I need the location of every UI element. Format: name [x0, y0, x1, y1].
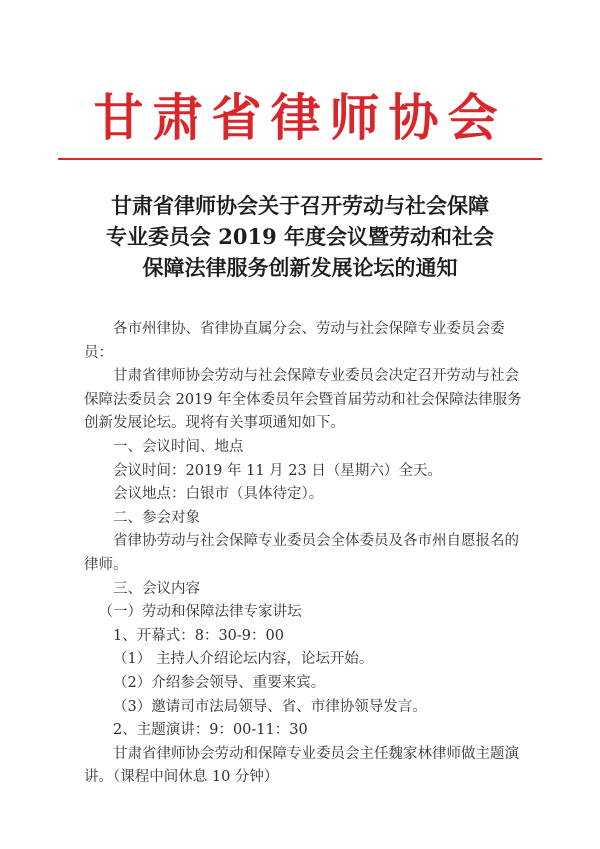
agenda-subitem-2: （2）介绍参会领导、重要来宾。	[113, 674, 326, 691]
agenda-subitem-3: （3）邀请司市法局领导、省、市律协领导发言。	[113, 698, 427, 715]
title-line-2: 专业委员会 2019 年度会议暨劳动和社会	[105, 224, 495, 249]
section-heading-attendees: 二、参会对象	[113, 509, 200, 526]
agenda-item-keynote: 2、主题演讲：9：00-11：30	[113, 722, 308, 739]
attendees-paragraph: 省律协劳动与社会保障专业委员会全体委员及各市州自愿报名的律师。	[84, 533, 519, 573]
notice-title	[70, 190, 530, 283]
intro-paragraph: 甘肃省律师协会劳动与社会保障专业委员会决定召开劳动与社会保障法委员会 2019 年全体委员年会暨首届劳动和社会保障法律服务创新发展论坛。现将有关事项通知如下。	[84, 368, 522, 432]
meeting-time: 会议时间：2019 年 11 月 23 日（星期六）全天。	[113, 462, 442, 479]
keynote-paragraph: 甘肃省律师协会劳动和保障专业委员会主任魏家林律师做主题演讲。（课程中间休息 10 分钟）	[84, 745, 519, 786]
meeting-place: 会议地点：白银市（具体待定）。	[113, 486, 324, 503]
subsection-heading-forum: （一）劳动和保障法律专家讲坛	[98, 604, 302, 621]
section-heading-content: 三、会议内容	[113, 580, 200, 597]
agenda-subitem-1: （1） 主持人介绍论坛内容，论坛开始。	[113, 651, 374, 668]
masthead-red-rule	[58, 158, 542, 160]
title-line-1: 甘肃省律师协会关于召开劳动与社会保障	[111, 193, 489, 218]
notice-body	[84, 318, 524, 790]
title-line-3: 保障法律服务创新发展论坛的通知	[142, 255, 458, 280]
masthead-org-name: 甘肃省律师协会	[93, 88, 507, 147]
salutation: 各市州律协、省律协直属分会、劳动与社会保障专业委员会委员：	[84, 321, 505, 361]
agenda-item-opening: 1、开幕式：8：30-9：00	[113, 627, 284, 644]
section-heading-time-place: 一、会议时间、地点	[113, 438, 244, 455]
